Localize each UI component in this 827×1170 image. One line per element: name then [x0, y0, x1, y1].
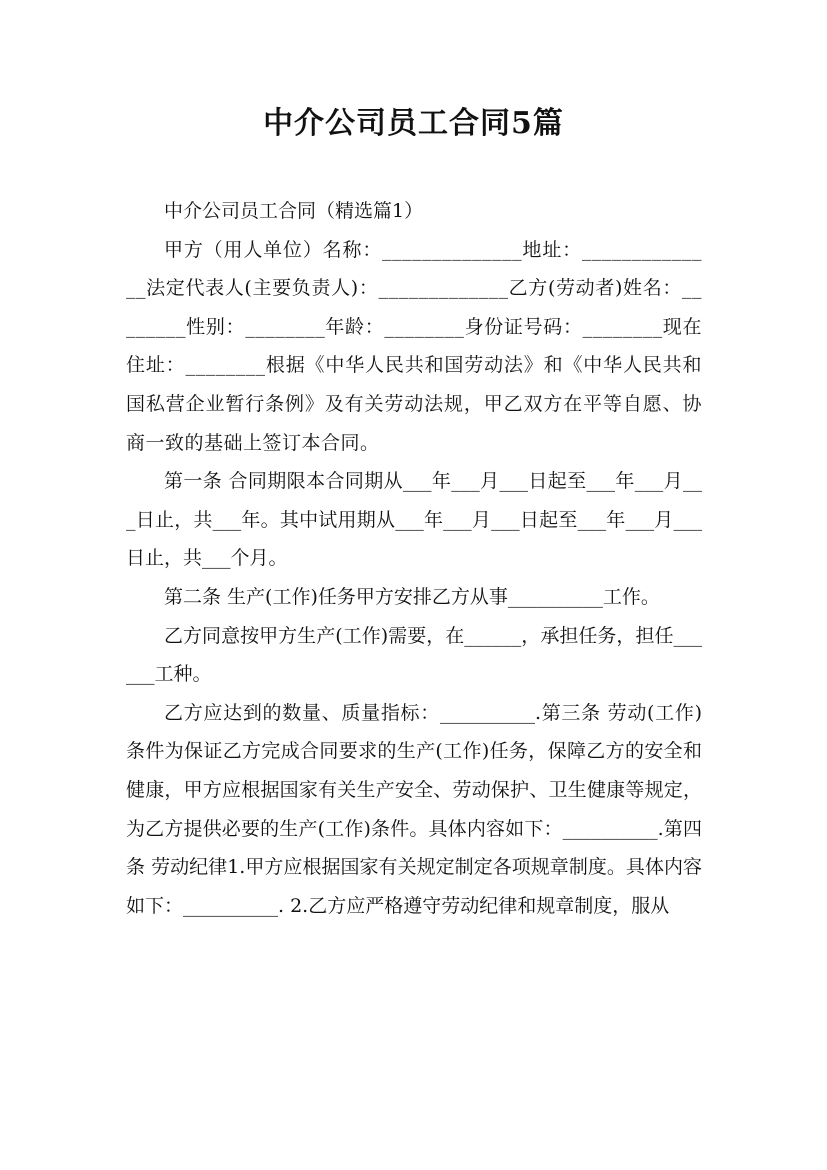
task-paragraph: 乙方同意按甲方生产(工作)需要，在______，承担任务，担任______工种。	[126, 624, 702, 686]
article-1-paragraph: 第一条 合同期限本合同期从___年___月___日起至___年___月___日止，共___年。其中试用期从___年___月___日起至___年___月___日止，共___个月。	[126, 470, 702, 570]
article-2-paragraph: 第二条 生产(工作)任务甲方安排乙方从事__________工作。	[164, 585, 660, 608]
section-heading: 中介公司员工合同（精选篇1）	[164, 200, 424, 222]
document-title: 中介公司员工合同5篇	[263, 106, 564, 141]
parties-paragraph: 甲方（用人单位）名称：______________地址：______________法定代表人(主要负责人)：_____________乙方(劳动者)姓名：________性别：________年龄：________身份证号码：________现在住址：________根据《中华人民共和国劳动法》和《中华人民共和国私营企业暂行条例》及有关劳动法规，甲乙双方在平等自愿、协商一致的基础上签订本合同。	[126, 238, 702, 454]
article-3-4-paragraph: 乙方应达到的数量、质量指标：__________.第三条 劳动(工作)条件为保证乙方完成合同要求的生产(工作)任务，保障乙方的安全和健康，甲方应根据国家有关生产安全、劳动保护、卫生健康等规定，为乙方提供必要的生产(工作)条件。具体内容如下：__________.第四条 劳动纪律1.甲方应根据国家有关规定制定各项规章制度。具体内容如下：__________. 2.乙方应严格遵守劳动纪律和规章制度，服从	[126, 701, 702, 917]
document-body	[126, 192, 702, 925]
